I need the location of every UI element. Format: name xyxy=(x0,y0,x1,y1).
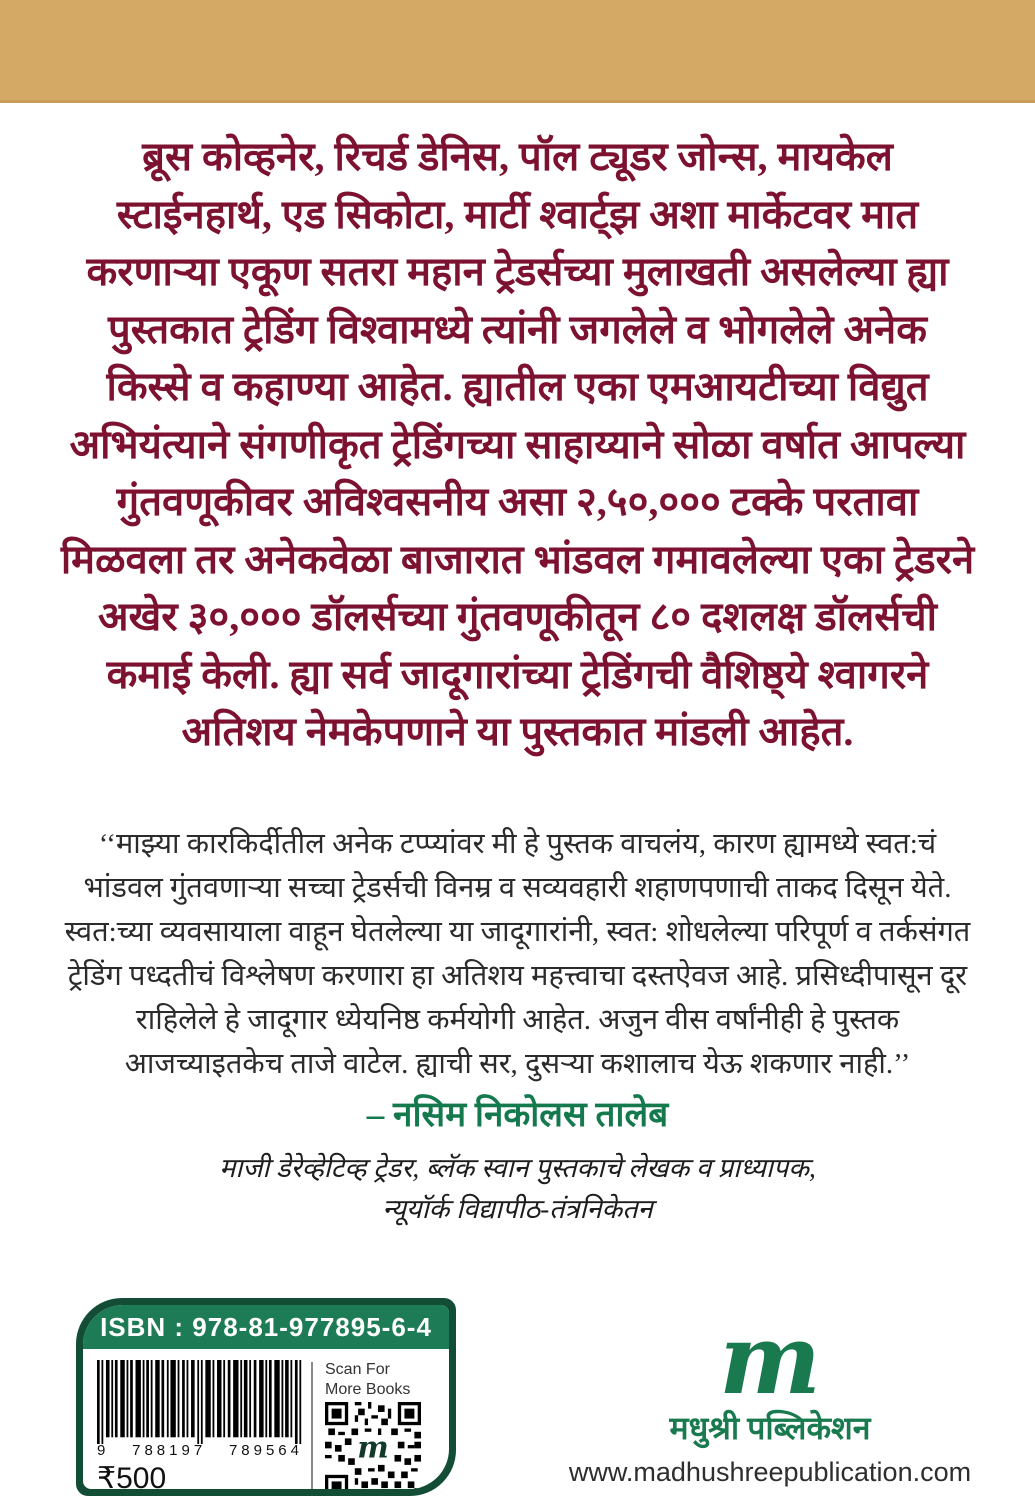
blurb-line: अखेर ३०,००० डॉलर्सच्या गुंतवणूकीतून ८० दशलक्ष डॉलर्सची xyxy=(97,594,938,639)
barcode-digits xyxy=(97,1442,309,1459)
blurb-line: पुस्तकात ट्रेडिंग विश्वामध्ये त्यांनी जगलेले व भोगलेले अनेक xyxy=(108,306,927,352)
qr-area xyxy=(321,1360,441,1489)
blurb-line: किस्से व कहाण्या आहेत. ह्यातील एका एमआयटीच्या विद्युत xyxy=(106,364,929,409)
blurb-line: गुंतवणूकीवर अविश्वसनीय असा २,५०,००० टक्के परतावा xyxy=(116,479,919,524)
scan-text xyxy=(325,1360,410,1400)
publisher-logo-icon: m xyxy=(719,1303,821,1416)
isbn-number-band: ISBN : 978-81-977895-6-4 xyxy=(83,1305,449,1352)
author-credentials xyxy=(0,1148,1035,1230)
blurb-line: स्टाईनहार्थ, एड सिकोटा, मार्टी श्वार्ट्झ अशा मार्केटवर मात xyxy=(116,191,919,237)
qr-code-icon xyxy=(325,1402,421,1489)
back-cover-blurb xyxy=(60,128,975,761)
quote-line: ‘‘माझ्या कारकिर्दीतील अनेक टप्प्यांवर मी हे पुस्तक वाचलंय, कारण ह्यामध्ये स्वत:चं xyxy=(98,828,937,860)
price-label: ₹500 xyxy=(97,1462,167,1489)
isbn-inner-panel xyxy=(83,1305,449,1489)
publisher-website: www.madhushreepublication.com xyxy=(568,1457,972,1487)
barcode-area xyxy=(97,1360,309,1489)
barcode-digit-group: 9 xyxy=(97,1442,110,1459)
isbn-content-row xyxy=(83,1352,449,1489)
blurb-line: अभियंत्याने संगणीकृत ट्रेडिंगच्या साहाय्याने सोळा वर्षात आपल्या xyxy=(69,421,966,467)
quote-line: स्वत:च्या व्यवसायाला वाहून घेतलेल्या या जादूगारांनी, स्वत: शोधलेल्या परिपूर्ण व तर्कसंगत xyxy=(64,916,971,948)
scan-text-line: Scan For xyxy=(325,1361,390,1378)
credential-line: माजी डेरेव्हेटिव्ह ट्रेडर, ब्लॅक स्वान पुस्तकाचे लेखक व प्राध्यापक, xyxy=(219,1153,816,1183)
blurb-line: करणाऱ्या एकूण सतरा महान ट्रेडर्सच्या मुलाखती असलेल्या ह्या xyxy=(86,249,949,294)
top-color-band xyxy=(0,0,1035,103)
blurb-line: मिळवला तर अनेकवेळा बाजारात भांडवल गमावलेल्या एका ट्रेडरने xyxy=(60,536,975,582)
qr-monogram: m xyxy=(357,1430,389,1466)
credential-line: न्यूयॉर्क विद्यापीठ-तंत्रनिकेतन xyxy=(382,1194,653,1224)
blurb-line: कमाई केली. ह्या सर्व जादूगारांच्या ट्रेडिंगची वैशिष्ठ्ये श्वागरने xyxy=(106,651,929,697)
quote-line: आजच्याइतकेच ताजे वाटेल. ह्याची सर, दुसऱ्या कशालाच येऊ शकणार नाही.’’ xyxy=(124,1048,911,1080)
publisher-block xyxy=(560,1303,980,1488)
quote-line: राहिलेले हे जादूगार ध्येयनिष्ठ कर्मयोगी आहेत. अजुन वीस वर्षांनीही हे पुस्तक xyxy=(135,1004,900,1036)
scan-text-line: More Books xyxy=(325,1381,411,1398)
quote-line: भांडवल गुंतवणाऱ्या सच्चा ट्रेडर्सची विनम्र व सव्यवहारी शहाणपणाची ताकद दिसून येते. xyxy=(83,872,952,904)
taleb-quote xyxy=(38,822,997,1086)
quote-line: ट्रेडिंग पध्दतीचं विश्लेषण करणारा हा अतिशय महत्त्वाचा दस्तऐवज आहे. प्रसिध्दीपासून दूर xyxy=(67,960,968,992)
publisher-name: मधुश्री पब्लिकेशन xyxy=(669,1410,871,1446)
barcode-digit-group: 788197 xyxy=(132,1442,207,1459)
quote-attribution: – नसिम निकोलस तालेब xyxy=(366,1095,669,1134)
blurb-line: ब्रूस कोव्हनेर, रिचर्ड डेनिस, पॉल ट्यूडर जोन्स, मायकेल xyxy=(142,134,893,179)
divider xyxy=(311,1362,313,1489)
barcode-icon xyxy=(97,1360,303,1444)
barcode-digit-group: 789564 xyxy=(228,1442,303,1459)
blurb-line: अतिशय नेमकेपणाने या पुस्तकात मांडली आहेत. xyxy=(181,709,854,754)
isbn-price-block xyxy=(76,1298,456,1496)
